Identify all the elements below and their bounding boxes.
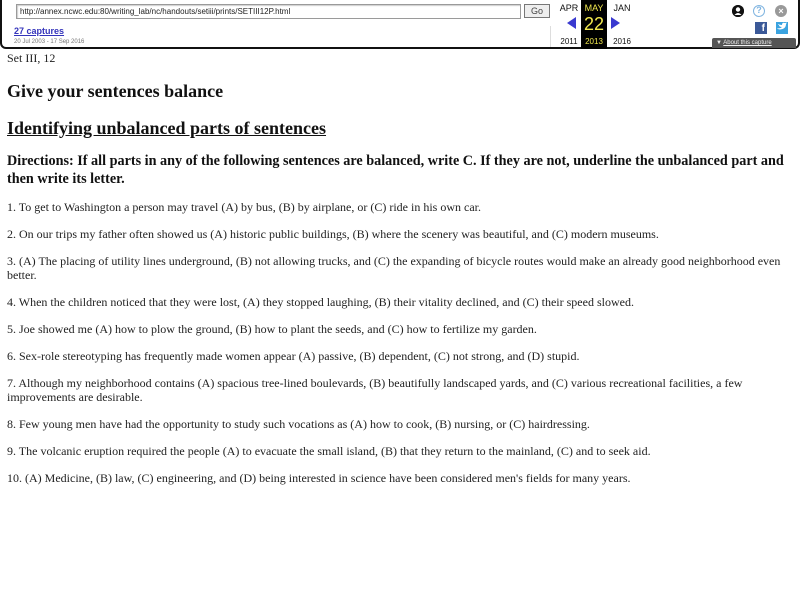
facebook-icon[interactable]: f bbox=[755, 22, 767, 34]
exercise-item: 6. Sex-role stereotyping has frequently made women appear (A) passive, (B) dependent, (C) not strong, and (D) stupid. bbox=[7, 349, 580, 363]
current-month: MAY bbox=[584, 3, 604, 13]
go-button[interactable]: Go bbox=[524, 4, 550, 18]
twitter-icon[interactable] bbox=[776, 22, 788, 34]
exercise-item: 4. When the children noticed that they were lost, (A) they stopped laughing, (B) their vitality declined, and (C) their speed slowed. bbox=[7, 295, 634, 309]
exercise-item: 8. Few young men have had the opportunity to study such vocations as (A) how to cook, (B) nursing, or (C) hairdressing. bbox=[7, 417, 590, 431]
page-title: Give your sentences balance bbox=[7, 81, 224, 101]
exercise-item: 9. The volcanic eruption required the people (A) to evacuate the small island, (B) that they return to the mainland, (C) and to seek aid. bbox=[7, 444, 651, 458]
exercise-item: 3. (A) The placing of utility lines underground, (B) not allowing trucks, and (C) the expanding of bicycle routes would make an already good neighborhood even better. bbox=[7, 254, 781, 282]
next-month: JAN bbox=[613, 3, 631, 13]
next-year[interactable]: 2016 bbox=[613, 37, 631, 46]
exercise-item: 1. To get to Washington a person may travel (A) by bus, (B) by airplane, or (C) ride in his own car. bbox=[7, 200, 481, 214]
section-heading: Identifying unbalanced parts of sentences bbox=[7, 118, 327, 138]
exercise-item: 5. Joe showed me (A) how to plow the ground, (B) how to plant the seeds, and (C) how to fertilize my garden. bbox=[7, 322, 537, 336]
current-day: 22 bbox=[583, 14, 605, 34]
captures-link[interactable]: 27 captures bbox=[14, 26, 65, 36]
url-input[interactable] bbox=[16, 4, 521, 19]
user-icon[interactable] bbox=[732, 5, 744, 17]
calendar-divider bbox=[550, 26, 551, 47]
prev-capture-arrow-icon[interactable] bbox=[567, 17, 576, 29]
next-capture-arrow-icon[interactable] bbox=[611, 17, 620, 29]
wayback-toolbar bbox=[0, 0, 800, 49]
about-capture-button[interactable] bbox=[712, 38, 796, 48]
exercise-item: 10. (A) Medicine, (B) law, (C) engineering, and (D) being interested in science have been considered men's fields for many years. bbox=[7, 471, 631, 485]
capture-date-range: 20 Jul 2003 - 17 Sep 2016 bbox=[14, 39, 85, 45]
exercise-item: 2. On our trips my father often showed us (A) historic public buildings, (B) where the scenery was beautiful, and (C) modern museums. bbox=[7, 227, 659, 241]
exercise-list bbox=[7, 200, 797, 498]
current-year: 2013 bbox=[585, 37, 603, 46]
calendar-current-capture bbox=[581, 0, 607, 49]
caret-down-icon: ▼ bbox=[716, 40, 722, 46]
about-capture-label: About this capture bbox=[723, 40, 772, 46]
directions: Directions: If all parts in any of the following sentences are balanced, write C. If they are not, underline the unbalanced part and then write its letter. bbox=[7, 153, 784, 187]
exercise-item: 7. Although my neighborhood contains (A) spacious tree-lined boulevards, (B) beautifully landscaped yards, and (C) various recreational facilities, a few improvements are desirable. bbox=[7, 376, 743, 404]
prev-year[interactable]: 2011 bbox=[560, 37, 578, 46]
help-icon[interactable]: ? bbox=[753, 5, 765, 17]
set-label: Set III, 12 bbox=[7, 51, 56, 65]
prev-month: APR bbox=[559, 3, 579, 13]
close-icon[interactable]: × bbox=[775, 5, 787, 17]
